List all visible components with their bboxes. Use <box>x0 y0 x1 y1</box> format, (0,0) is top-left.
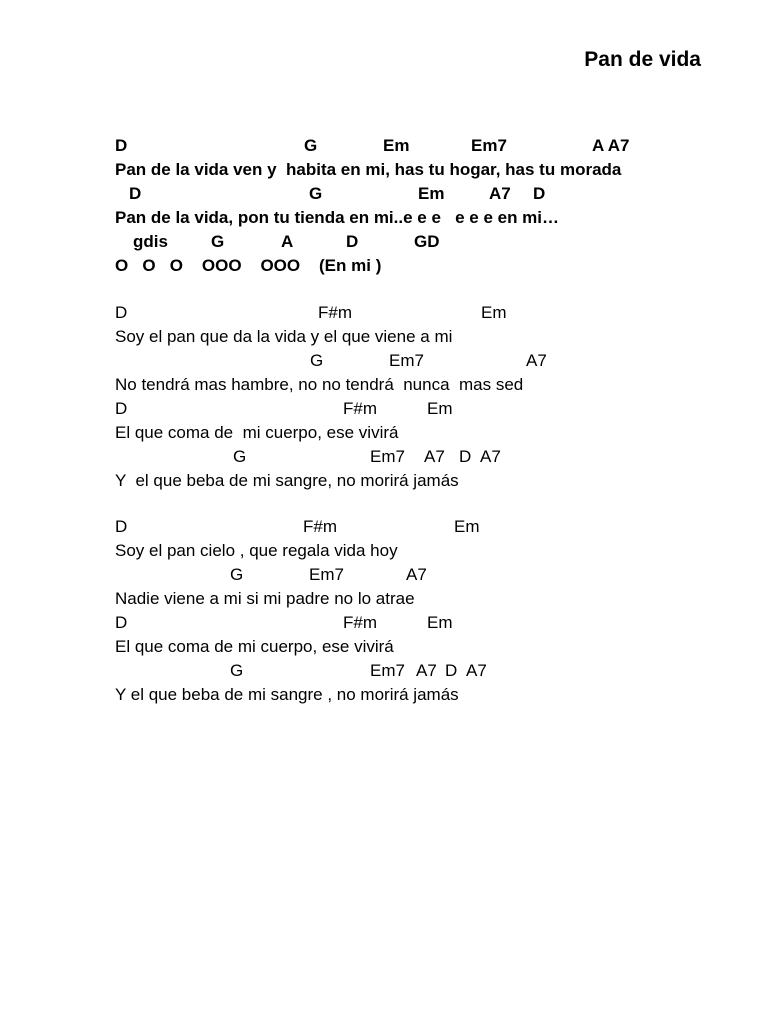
lyric-line: No tendrá mas hambre, no no tendrá nunca mas sed <box>115 375 524 394</box>
chord: Em <box>427 399 453 418</box>
chord: A7 <box>466 661 487 680</box>
chord: D <box>533 184 546 203</box>
chord: G <box>230 565 244 584</box>
chord: F#m <box>343 613 377 632</box>
chord: F#m <box>318 303 352 322</box>
chord: G <box>304 136 318 155</box>
chord: F#m <box>343 399 377 418</box>
chord: Em <box>418 184 445 203</box>
chord: A7 <box>489 184 511 203</box>
chord: A7 <box>416 661 437 680</box>
lyric-line: Y el que beba de mi sangre , no morirá jamás <box>115 685 459 704</box>
chord: A7 <box>406 565 427 584</box>
chord: G <box>309 184 323 203</box>
chord: Em7 <box>309 565 344 584</box>
chord: A7 <box>480 447 501 466</box>
chord: D <box>115 303 128 322</box>
chord: D <box>129 184 142 203</box>
lyric-line: Soy el pan que da la vida y el que viene a mi <box>115 327 453 346</box>
lyric-line: El que coma de mi cuerpo, ese vivirá <box>115 423 399 442</box>
chord: F#m <box>303 517 337 536</box>
song-title: Pan de vida <box>584 48 701 71</box>
chord: Em7 <box>370 661 405 680</box>
chord: Em <box>454 517 480 536</box>
chord: A7 <box>424 447 445 466</box>
chord: G <box>211 232 225 251</box>
chord: GD <box>414 232 440 251</box>
chord: D <box>115 136 128 155</box>
chord: Em7 <box>370 447 405 466</box>
chord: Em7 <box>389 351 424 370</box>
chord: A <box>281 232 294 251</box>
chord: A A7 <box>592 136 630 155</box>
chord: G <box>310 351 324 370</box>
lyric-line: Pan de la vida ven y habita en mi, has tu hogar, has tu morada <box>115 160 622 179</box>
chord: Em <box>427 613 453 632</box>
chord: G <box>233 447 247 466</box>
lyric-line: Y el que beba de mi sangre, no morirá jamás <box>115 471 459 490</box>
chord: A7 <box>526 351 547 370</box>
chord: D <box>445 661 458 680</box>
chord: Em7 <box>471 136 507 155</box>
chord: D <box>115 517 128 536</box>
chord: D <box>459 447 472 466</box>
lyric-line: El que coma de mi cuerpo, ese vivirá <box>115 637 394 656</box>
chord: Em <box>383 136 410 155</box>
chord: D <box>346 232 359 251</box>
chord: G <box>230 661 244 680</box>
lyric-line: Nadie viene a mi si mi padre no lo atrae <box>115 589 415 608</box>
lyric-line: Pan de la vida, pon tu tienda en mi..e e e e e e en mi… <box>115 208 560 227</box>
chord: gdis <box>133 232 168 251</box>
chord: Em <box>481 303 507 322</box>
lyric-line: O O O OOO OOO (En mi ) <box>115 256 382 275</box>
lyric-line: Soy el pan cielo , que regala vida hoy <box>115 541 398 560</box>
chord: D <box>115 613 128 632</box>
chord: D <box>115 399 128 418</box>
